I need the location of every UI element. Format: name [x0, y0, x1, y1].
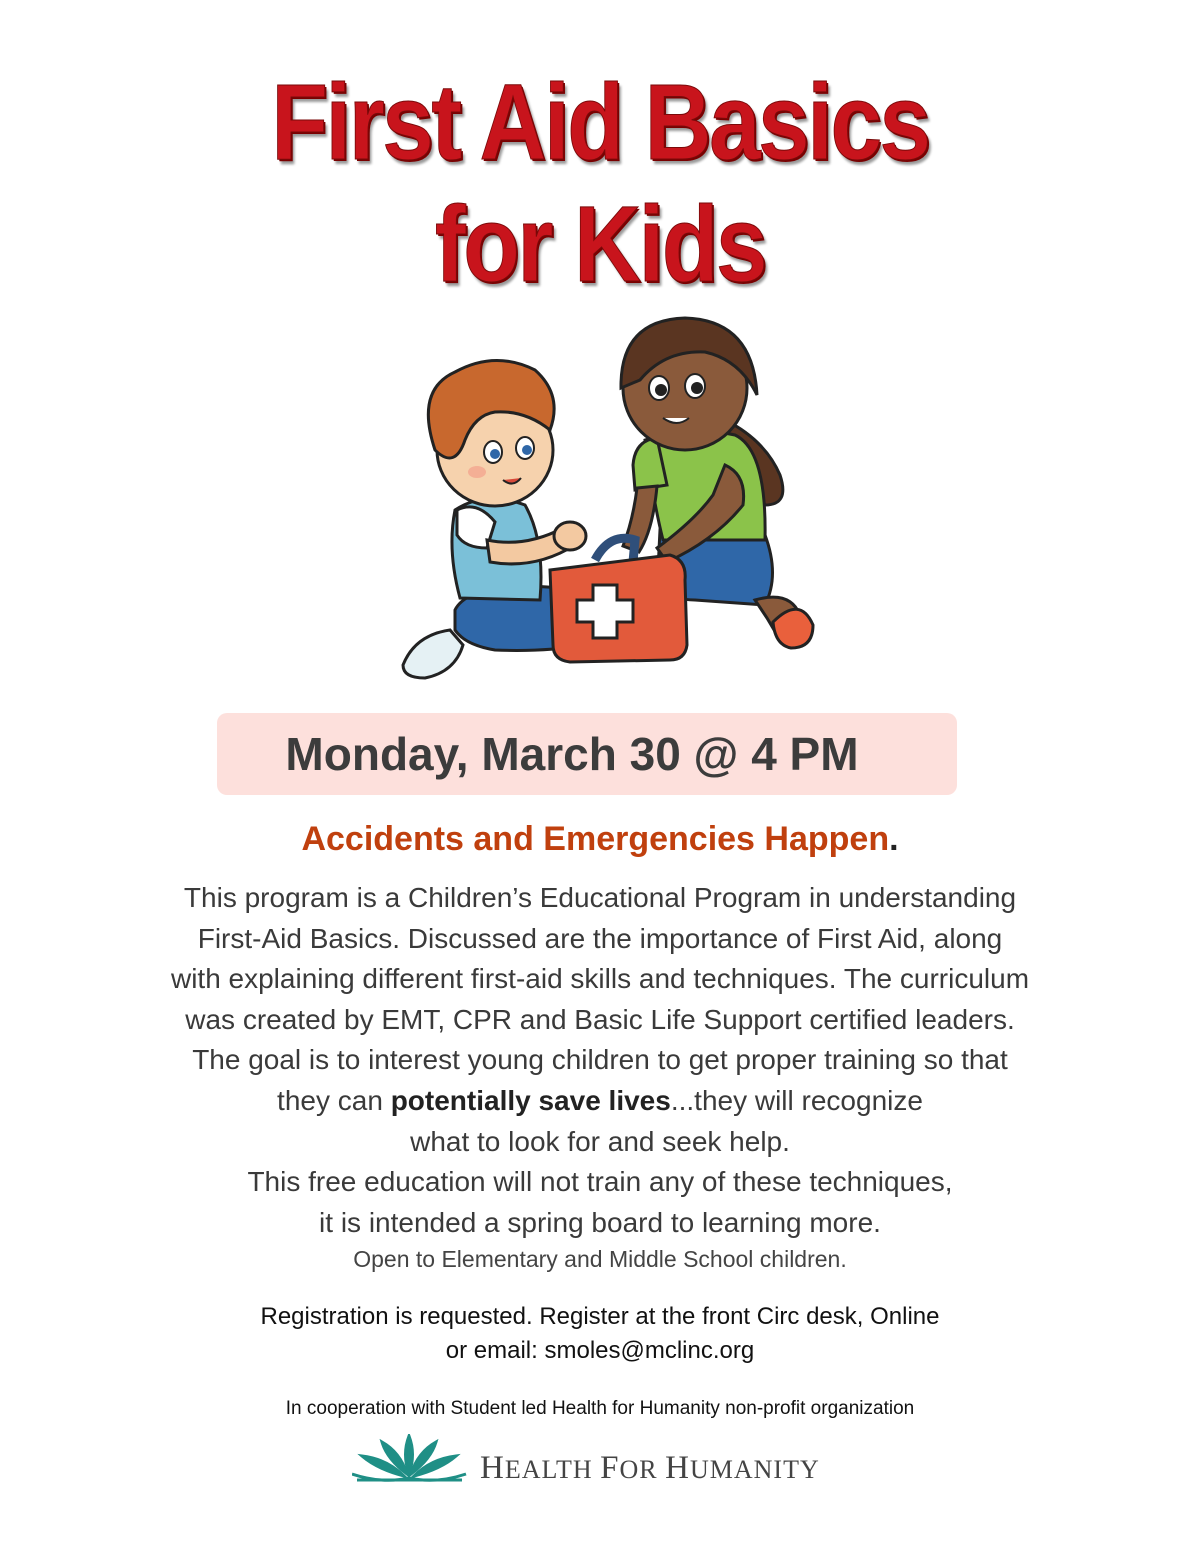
kit-handle [595, 538, 635, 562]
registration-line: Registration is requested. Register at the front Circ desk, Online [260, 1303, 940, 1330]
kids-first-aid-illustration [395, 300, 825, 690]
description-line: was created by EMT, CPR and Basic Life Support certified leaders. [185, 1003, 1015, 1035]
description-line: This free education will not train any of these techniques, [247, 1166, 953, 1198]
description-text: ...they will recognize [670, 1084, 923, 1116]
description-emphasis: potentially save lives [390, 1084, 671, 1116]
description-line: with explaining different first-aid skills and techniques. The curriculum [170, 963, 1030, 995]
logo-wordmark: HEALTH FOR HUMANITY [480, 1450, 820, 1486]
event-datetime: Monday, March 30 @ 4 PM [285, 728, 859, 780]
headline-period: . [889, 820, 899, 858]
headline [0, 820, 1200, 859]
description-line: it is intended a spring board to learning more. [319, 1206, 881, 1238]
boy-shoe [403, 630, 463, 678]
description-line: The goal is to interest young children to get proper training so that [192, 1044, 1008, 1076]
event-date-banner [217, 713, 957, 795]
program-description [60, 878, 1140, 1243]
headline-text: Accidents and Emergencies Happen [301, 820, 890, 858]
title-line-2: for Kids [434, 183, 766, 304]
description-line: what to look for and seek help. [410, 1125, 790, 1157]
boy-hands [554, 522, 586, 550]
health-for-humanity-logo [352, 1430, 852, 1490]
lotus-icon [352, 1434, 467, 1484]
cooperation-note: In cooperation with Student led Health for Humanity non-profit organization [285, 1398, 915, 1419]
description-line: This program is a Children’s Educational Program in understanding [183, 882, 1017, 913]
description-text: they can [277, 1084, 391, 1116]
audience-note: Open to Elementary and Middle School children. [353, 1246, 847, 1272]
registration-line: or email: smoles@mclinc.org [445, 1337, 755, 1364]
description-line: First-Aid Basics. Discussed are the importance of First Aid, along [197, 922, 1003, 954]
registration-info [0, 1300, 1200, 1368]
description-line [60, 1081, 1140, 1122]
girl-shoe [773, 609, 813, 648]
title-line-1: First Aid Basics [271, 61, 929, 182]
